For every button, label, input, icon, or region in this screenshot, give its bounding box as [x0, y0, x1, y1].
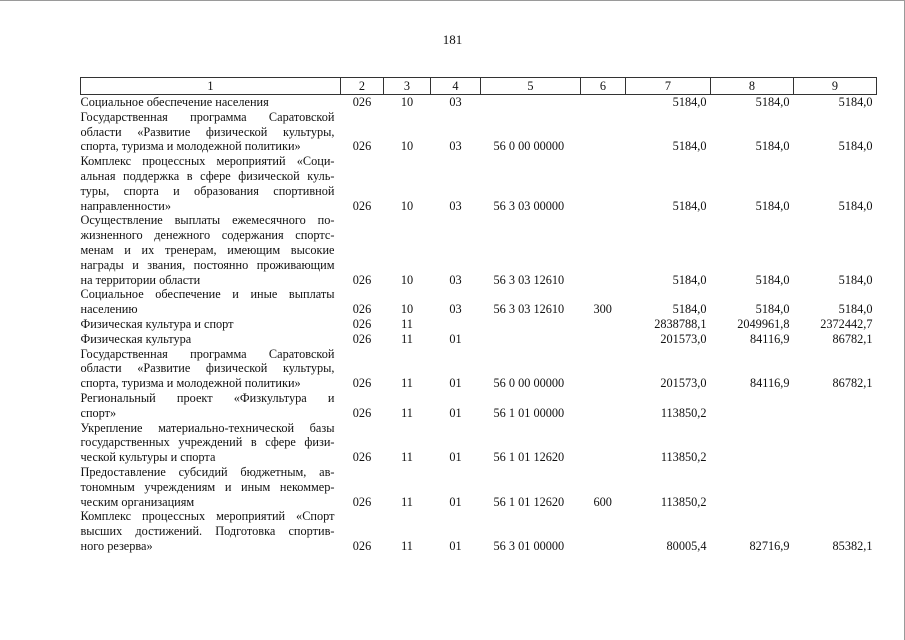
subsection-code: 01 [449, 494, 462, 509]
subsection-code: 01 [449, 331, 462, 346]
header-cell: 8 [711, 78, 794, 95]
amount-year-2: 5184,0 [755, 302, 790, 317]
header-cell: 1 [81, 78, 341, 95]
expense-type-code [581, 213, 626, 287]
description-line: Социальное обеспечение и иные выплаты [80, 287, 335, 302]
amount-year-3 [794, 465, 877, 509]
target-article-code: 56 3 03 12610 [493, 272, 565, 287]
description-line: Укрепление материально-технической базы [80, 420, 335, 435]
amount-year-3: 5184,0 [838, 95, 873, 109]
subsection-code: 03 [449, 272, 462, 287]
subsection-code: 01 [449, 405, 462, 420]
description-cell [81, 287, 341, 317]
amount-year-3: 86782,1 [832, 376, 873, 391]
description-line: Предоставление субсидий бюджетным, ав- [80, 464, 335, 479]
description-line: спорта, туризма и молодежной политики» [80, 376, 301, 391]
table-row [81, 465, 877, 509]
expense-type-code: 600 [593, 494, 612, 509]
description-line: спорта, туризма и молодежной политики» [80, 139, 301, 154]
description-cell [81, 110, 341, 154]
ministry-code: 026 [352, 538, 372, 553]
amount-year-2: 5184,0 [755, 139, 790, 154]
target-article-code: 56 1 01 12620 [493, 450, 565, 465]
description-line: на территории области [80, 272, 201, 287]
expense-type-code [581, 154, 626, 213]
amount-year-2: 84116,9 [749, 376, 790, 391]
table-row [81, 287, 877, 317]
subsection-code: 03 [449, 95, 462, 109]
header-cell: 4 [431, 78, 481, 95]
subsection-code [431, 317, 481, 332]
amount-year-3: 5184,0 [838, 139, 873, 154]
subsection-code: 03 [449, 139, 462, 154]
subsection-code: 03 [449, 302, 462, 317]
amount-year-1: 5184,0 [672, 272, 707, 287]
description-cell [81, 332, 341, 347]
description-cell [81, 317, 341, 332]
expense-type-code: 300 [593, 302, 612, 317]
expense-type-code [581, 110, 626, 154]
table-row [81, 509, 877, 553]
header-cell: 6 [581, 78, 626, 95]
table-row [81, 95, 877, 110]
ministry-code: 026 [352, 139, 372, 154]
section-code: 11 [401, 376, 413, 391]
amount-year-3 [794, 421, 877, 465]
subsection-code: 03 [449, 198, 462, 213]
ministry-code: 026 [352, 376, 372, 391]
header-cell: 2 [341, 78, 384, 95]
section-code: 11 [401, 316, 413, 331]
subsection-code: 01 [449, 376, 462, 391]
section-code: 11 [401, 494, 413, 509]
table-row [81, 332, 877, 347]
amount-year-2 [711, 421, 794, 465]
target-article-code: 56 3 03 00000 [493, 198, 565, 213]
expense-type-code [581, 317, 626, 332]
ministry-code: 026 [352, 494, 372, 509]
description-line: государственных учреждений в сфере физи- [80, 435, 335, 450]
header-cell: 3 [384, 78, 431, 95]
description-cell [81, 391, 341, 421]
description-cell [81, 213, 341, 287]
description-line: ческой культуры и спорта [80, 450, 216, 465]
amount-year-1: 80005,4 [666, 538, 707, 553]
table-row [81, 213, 877, 287]
amount-year-3: 86782,1 [832, 331, 873, 346]
table-row [81, 421, 877, 465]
amount-year-1: 201573,0 [660, 331, 707, 346]
ministry-code: 026 [352, 331, 372, 346]
amount-year-2 [711, 465, 794, 509]
section-code: 10 [400, 198, 414, 213]
ministry-code: 026 [352, 302, 372, 317]
description-line: Физическая культура [80, 331, 192, 346]
description-cell [81, 154, 341, 213]
description-line: спорт» [80, 405, 117, 420]
description-line: области «Развитие физической культуры, [80, 124, 335, 139]
description-cell [81, 95, 341, 110]
table-row [81, 154, 877, 213]
description-line: Социальное обеспечение населения [80, 95, 269, 109]
amount-year-1: 113850,2 [660, 494, 707, 509]
target-article-code: 56 1 01 00000 [493, 405, 565, 420]
header-row [81, 78, 877, 95]
expense-type-code [581, 95, 626, 110]
description-line: тономным учреждениям и иным некоммер- [80, 479, 335, 494]
description-line: населению [80, 302, 138, 317]
amount-year-3: 5184,0 [838, 198, 873, 213]
amount-year-1: 5184,0 [672, 302, 707, 317]
description-line: туры, спорта и образования спортивной [80, 183, 335, 198]
target-article-code [481, 332, 581, 347]
target-article-code [481, 95, 581, 110]
ministry-code: 026 [352, 95, 372, 109]
amount-year-2: 2049961,8 [737, 316, 790, 331]
description-cell [81, 347, 341, 391]
amount-year-2 [711, 391, 794, 421]
section-code: 10 [400, 95, 414, 109]
amount-year-2: 5184,0 [755, 198, 790, 213]
target-article-code [481, 317, 581, 332]
expense-type-code [581, 421, 626, 465]
amount-year-2: 5184,0 [755, 272, 790, 287]
description-line: Комплекс процессных мероприятий «Спорт [80, 509, 335, 524]
amount-year-2: 82716,9 [749, 538, 790, 553]
amount-year-3 [794, 391, 877, 421]
amount-year-1: 5184,0 [672, 95, 707, 109]
table-row [81, 317, 877, 332]
amount-year-3: 2372442,7 [820, 316, 873, 331]
section-code: 11 [401, 331, 413, 346]
table-row [81, 391, 877, 421]
section-code: 11 [401, 538, 413, 553]
amount-year-2: 5184,0 [755, 95, 790, 109]
section-code: 11 [401, 450, 413, 465]
description-line: награды и звания, постоянно проживающим [80, 257, 335, 272]
amount-year-1: 2838788,1 [654, 316, 707, 331]
subsection-code: 01 [449, 538, 462, 553]
amount-year-1: 113850,2 [660, 405, 707, 420]
description-line: ного резерва» [80, 538, 153, 553]
section-code: 10 [400, 272, 414, 287]
description-line: высших достижений. Подготовка спортив- [80, 524, 335, 539]
amount-year-1: 5184,0 [672, 198, 707, 213]
description-line: менам и их тренерам, имеющим высокие [80, 242, 335, 257]
expense-type-code [581, 509, 626, 553]
description-cell [81, 509, 341, 553]
amount-year-1: 113850,2 [660, 450, 707, 465]
target-article-code: 56 0 00 00000 [493, 376, 565, 391]
target-article-code: 56 3 03 12610 [493, 302, 565, 317]
ministry-code: 026 [352, 450, 372, 465]
description-line: Осуществление выплаты ежемесячного по- [80, 213, 335, 228]
amount-year-1: 5184,0 [672, 139, 707, 154]
description-line: направленности» [80, 198, 171, 213]
header-cell: 7 [626, 78, 711, 95]
target-article-code: 56 1 01 12620 [493, 494, 565, 509]
ministry-code: 026 [352, 198, 372, 213]
table-row [81, 110, 877, 154]
description-line: Региональный проект «Физкультура и [80, 390, 335, 405]
description-line: альная поддержка в сфере физической куль- [80, 168, 335, 183]
target-article-code: 56 3 01 00000 [493, 538, 565, 553]
description-line: жизненного денежного содержания спортс- [80, 228, 335, 243]
ministry-code: 026 [352, 405, 372, 420]
section-code: 10 [400, 139, 414, 154]
description-line: Комплекс процессных мероприятий «Соци- [80, 154, 335, 169]
description-line: области «Развитие физической культуры, [80, 361, 335, 376]
description-line: Физическая культура и спорт [80, 316, 234, 331]
expense-type-code [581, 347, 626, 391]
target-article-code: 56 0 00 00000 [493, 139, 565, 154]
expense-type-code [581, 391, 626, 421]
amount-year-3: 5184,0 [838, 272, 873, 287]
table-body [81, 95, 877, 554]
description-cell [81, 465, 341, 509]
ministry-code: 026 [352, 316, 372, 331]
ministry-code: 026 [352, 272, 372, 287]
page-number: 181 [442, 32, 463, 47]
budget-table [80, 77, 877, 554]
description-line: Государственная программа Саратовской [80, 346, 335, 361]
description-cell [81, 421, 341, 465]
description-line: ческим организациям [80, 494, 195, 509]
table-row [81, 347, 877, 391]
section-code: 10 [400, 302, 414, 317]
amount-year-3: 5184,0 [838, 302, 873, 317]
section-code: 11 [401, 405, 413, 420]
amount-year-3: 85382,1 [832, 538, 873, 553]
subsection-code: 01 [449, 450, 462, 465]
description-line: Государственная программа Саратовской [80, 109, 335, 124]
amount-year-1: 201573,0 [660, 376, 707, 391]
header-cell: 9 [794, 78, 877, 95]
header-cell: 5 [481, 78, 581, 95]
amount-year-2: 84116,9 [749, 331, 790, 346]
expense-type-code [581, 332, 626, 347]
